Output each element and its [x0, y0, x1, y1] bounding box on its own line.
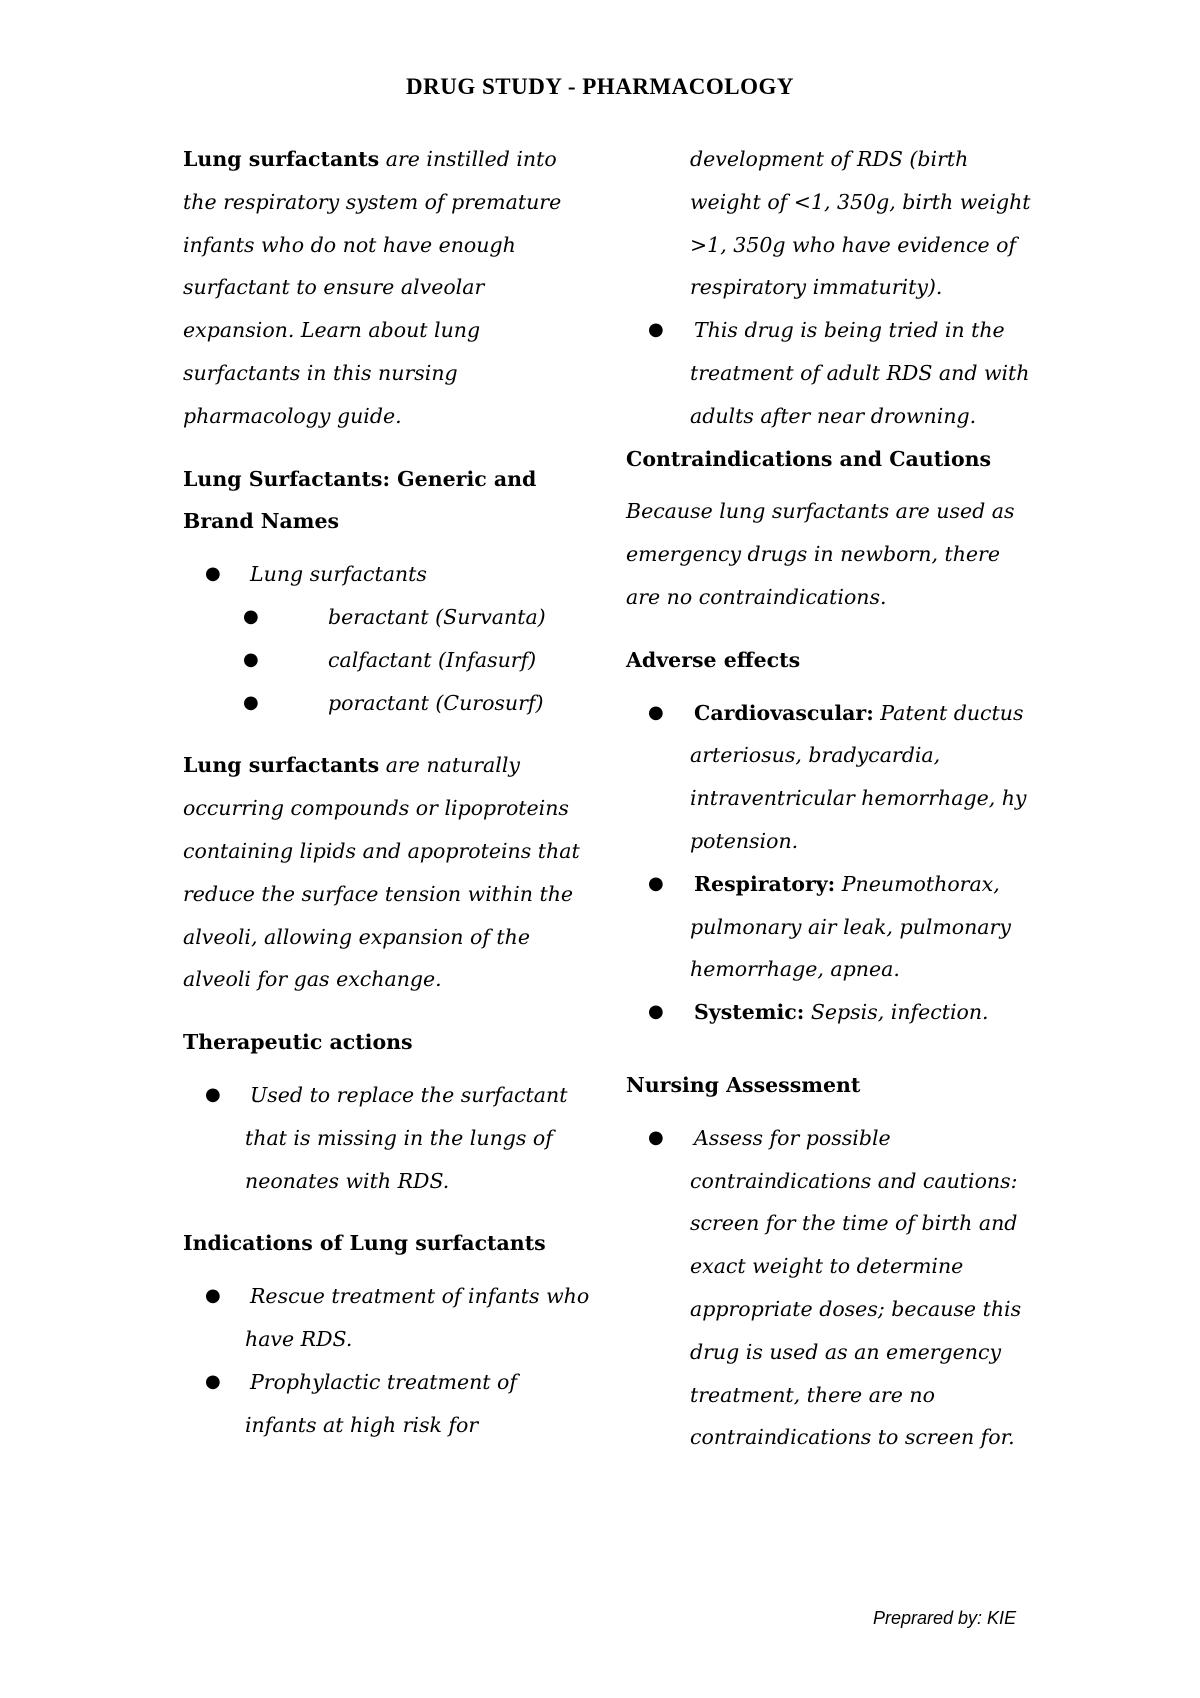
bullet-icon: ● [648, 1001, 664, 1023]
therapeutic-heading: Therapeutic actions [183, 1030, 413, 1055]
intro-line: pharmacology guide. [183, 403, 402, 428]
adverse-heading: Adverse effects [626, 647, 801, 672]
intro-line: expansion. Learn about lung [183, 318, 481, 343]
list-item-text: Sepsis, infection. [804, 1000, 989, 1025]
list-item [183, 639, 603, 682]
list-item-text: respiratory immaturity). [690, 275, 943, 300]
list-item-text: treatment, there are no [690, 1382, 935, 1407]
list-item [626, 692, 1046, 735]
list-item [183, 1275, 603, 1318]
heading-line: Lung Surfactants: Generic and [183, 466, 537, 491]
contraindications-line: Because lung surfactants are used as [626, 499, 1015, 524]
list-item-text: potension. [690, 828, 799, 853]
list-item-text: appropriate doses; because this [690, 1296, 1022, 1321]
list-item-text: pulmonary air leak, pulmonary [690, 914, 1011, 939]
list-item [626, 863, 1046, 906]
bullet-icon: ● [243, 648, 259, 670]
list-item [183, 553, 603, 596]
contraindications-line: are no contraindications. [626, 584, 887, 609]
contraindications-heading: Contraindications and Cautions [626, 446, 992, 471]
definition-bold: Lung surfactants [183, 753, 380, 778]
list-item-text: infants at high risk for [245, 1412, 479, 1437]
page-title: DRUG STUDY - PHARMACOLOGY [406, 74, 794, 99]
list-item-text: intraventricular hemorrhage, hy [690, 786, 1027, 811]
list-item-text: beractant (Survanta) [328, 604, 546, 629]
intro-line: surfactant to ensure alveolar [183, 275, 485, 300]
contraindications-line: emergency drugs in newborn, there [626, 542, 1000, 567]
list-item-text: Pneumothorax, [835, 871, 1000, 896]
list-item-text: poractant (Curosurf) [328, 690, 544, 715]
list-item-text: Patent ductus [873, 700, 1024, 725]
definition-paragraph [183, 744, 603, 1001]
definition-line: alveoli, allowing expansion of the [183, 924, 530, 949]
list-item-text: that is missing in the lungs of [245, 1125, 553, 1150]
list-item-text: Rescue treatment of infants who [250, 1284, 590, 1309]
list-item-text: Assess for possible [694, 1125, 891, 1150]
intro-paragraph [183, 138, 603, 438]
list-item-text: Lung surfactants [250, 562, 427, 587]
definition-line: alveoli for gas exchange. [183, 967, 442, 992]
list-item [183, 682, 603, 725]
generic-brand-heading [183, 458, 603, 544]
bullet-icon: ● [648, 701, 664, 723]
intro-line: the respiratory system of premature [183, 189, 562, 214]
list-item-text: calfactant (Infasurf) [328, 647, 537, 672]
list-item [626, 309, 1046, 352]
footer-credit: Preprared by: KIE [873, 1608, 1017, 1628]
list-item-text: drug is used as an emergency [690, 1339, 1002, 1364]
list-item [626, 991, 1046, 1034]
list-item-text: >1, 350g who have evidence of [690, 232, 1017, 257]
bullet-icon: ● [205, 1370, 221, 1392]
intro-line: infants who do not have enough [183, 232, 516, 257]
left-column [183, 138, 603, 1446]
list-item-text: Prophylactic treatment of [250, 1369, 517, 1394]
adverse-label: Respiratory: [694, 871, 836, 896]
list-item-text: treatment of adult RDS and with [690, 360, 1030, 385]
list-item-text: exact weight to determine [690, 1254, 964, 1279]
list-item-text: development of RDS (birth [690, 147, 969, 171]
list-item [183, 1361, 603, 1404]
intro-line: surfactants in this nursing [183, 360, 458, 385]
bullet-icon: ● [205, 563, 221, 585]
right-column [626, 138, 1046, 1459]
list-item-text: contraindications and cautions: [690, 1168, 1018, 1193]
list-item-text: hemorrhage, apnea. [690, 957, 900, 982]
definition-line: reduce the surface tension within the [183, 881, 574, 906]
list-item [183, 596, 603, 639]
bullet-icon: ● [205, 1083, 221, 1105]
bullet-icon: ● [205, 1285, 221, 1307]
heading-line: Brand Names [183, 509, 340, 534]
nursing-heading: Nursing Assessment [626, 1072, 861, 1097]
list-item-text: contraindications to screen for. [690, 1425, 1015, 1450]
bullet-icon: ● [648, 872, 664, 894]
list-item-text: This drug is being tried in the [694, 318, 1005, 343]
adverse-label: Systemic: [694, 1000, 805, 1025]
adverse-label: Cardiovascular: [694, 700, 874, 725]
bullet-icon: ● [648, 1126, 664, 1148]
list-item [183, 1074, 603, 1117]
bullet-icon: ● [648, 319, 664, 341]
list-item-text: arteriosus, bradycardia, [690, 743, 941, 768]
definition-line: are naturally [379, 753, 520, 778]
bullet-icon: ● [243, 691, 259, 713]
list-item-text: adults after near drowning. [690, 403, 977, 428]
list-item-text: neonates with RDS. [245, 1168, 450, 1193]
list-item-text: weight of <1, 350g, birth weight [690, 189, 1031, 214]
list-item-text: Used to replace the surfactant [250, 1082, 568, 1107]
definition-line: occurring compounds or lipoproteins [183, 796, 569, 821]
intro-bold: Lung surfactants [183, 147, 380, 171]
list-item [626, 1117, 1046, 1160]
bullet-icon: ● [243, 605, 259, 627]
indications-heading: Indications of Lung surfactants [183, 1231, 546, 1256]
definition-line: containing lipids and apoproteins that [183, 838, 580, 863]
intro-line: are instilled into [379, 147, 557, 171]
list-item-text: screen for the time of birth and [690, 1211, 1018, 1236]
list-item-text: have RDS. [245, 1326, 353, 1351]
